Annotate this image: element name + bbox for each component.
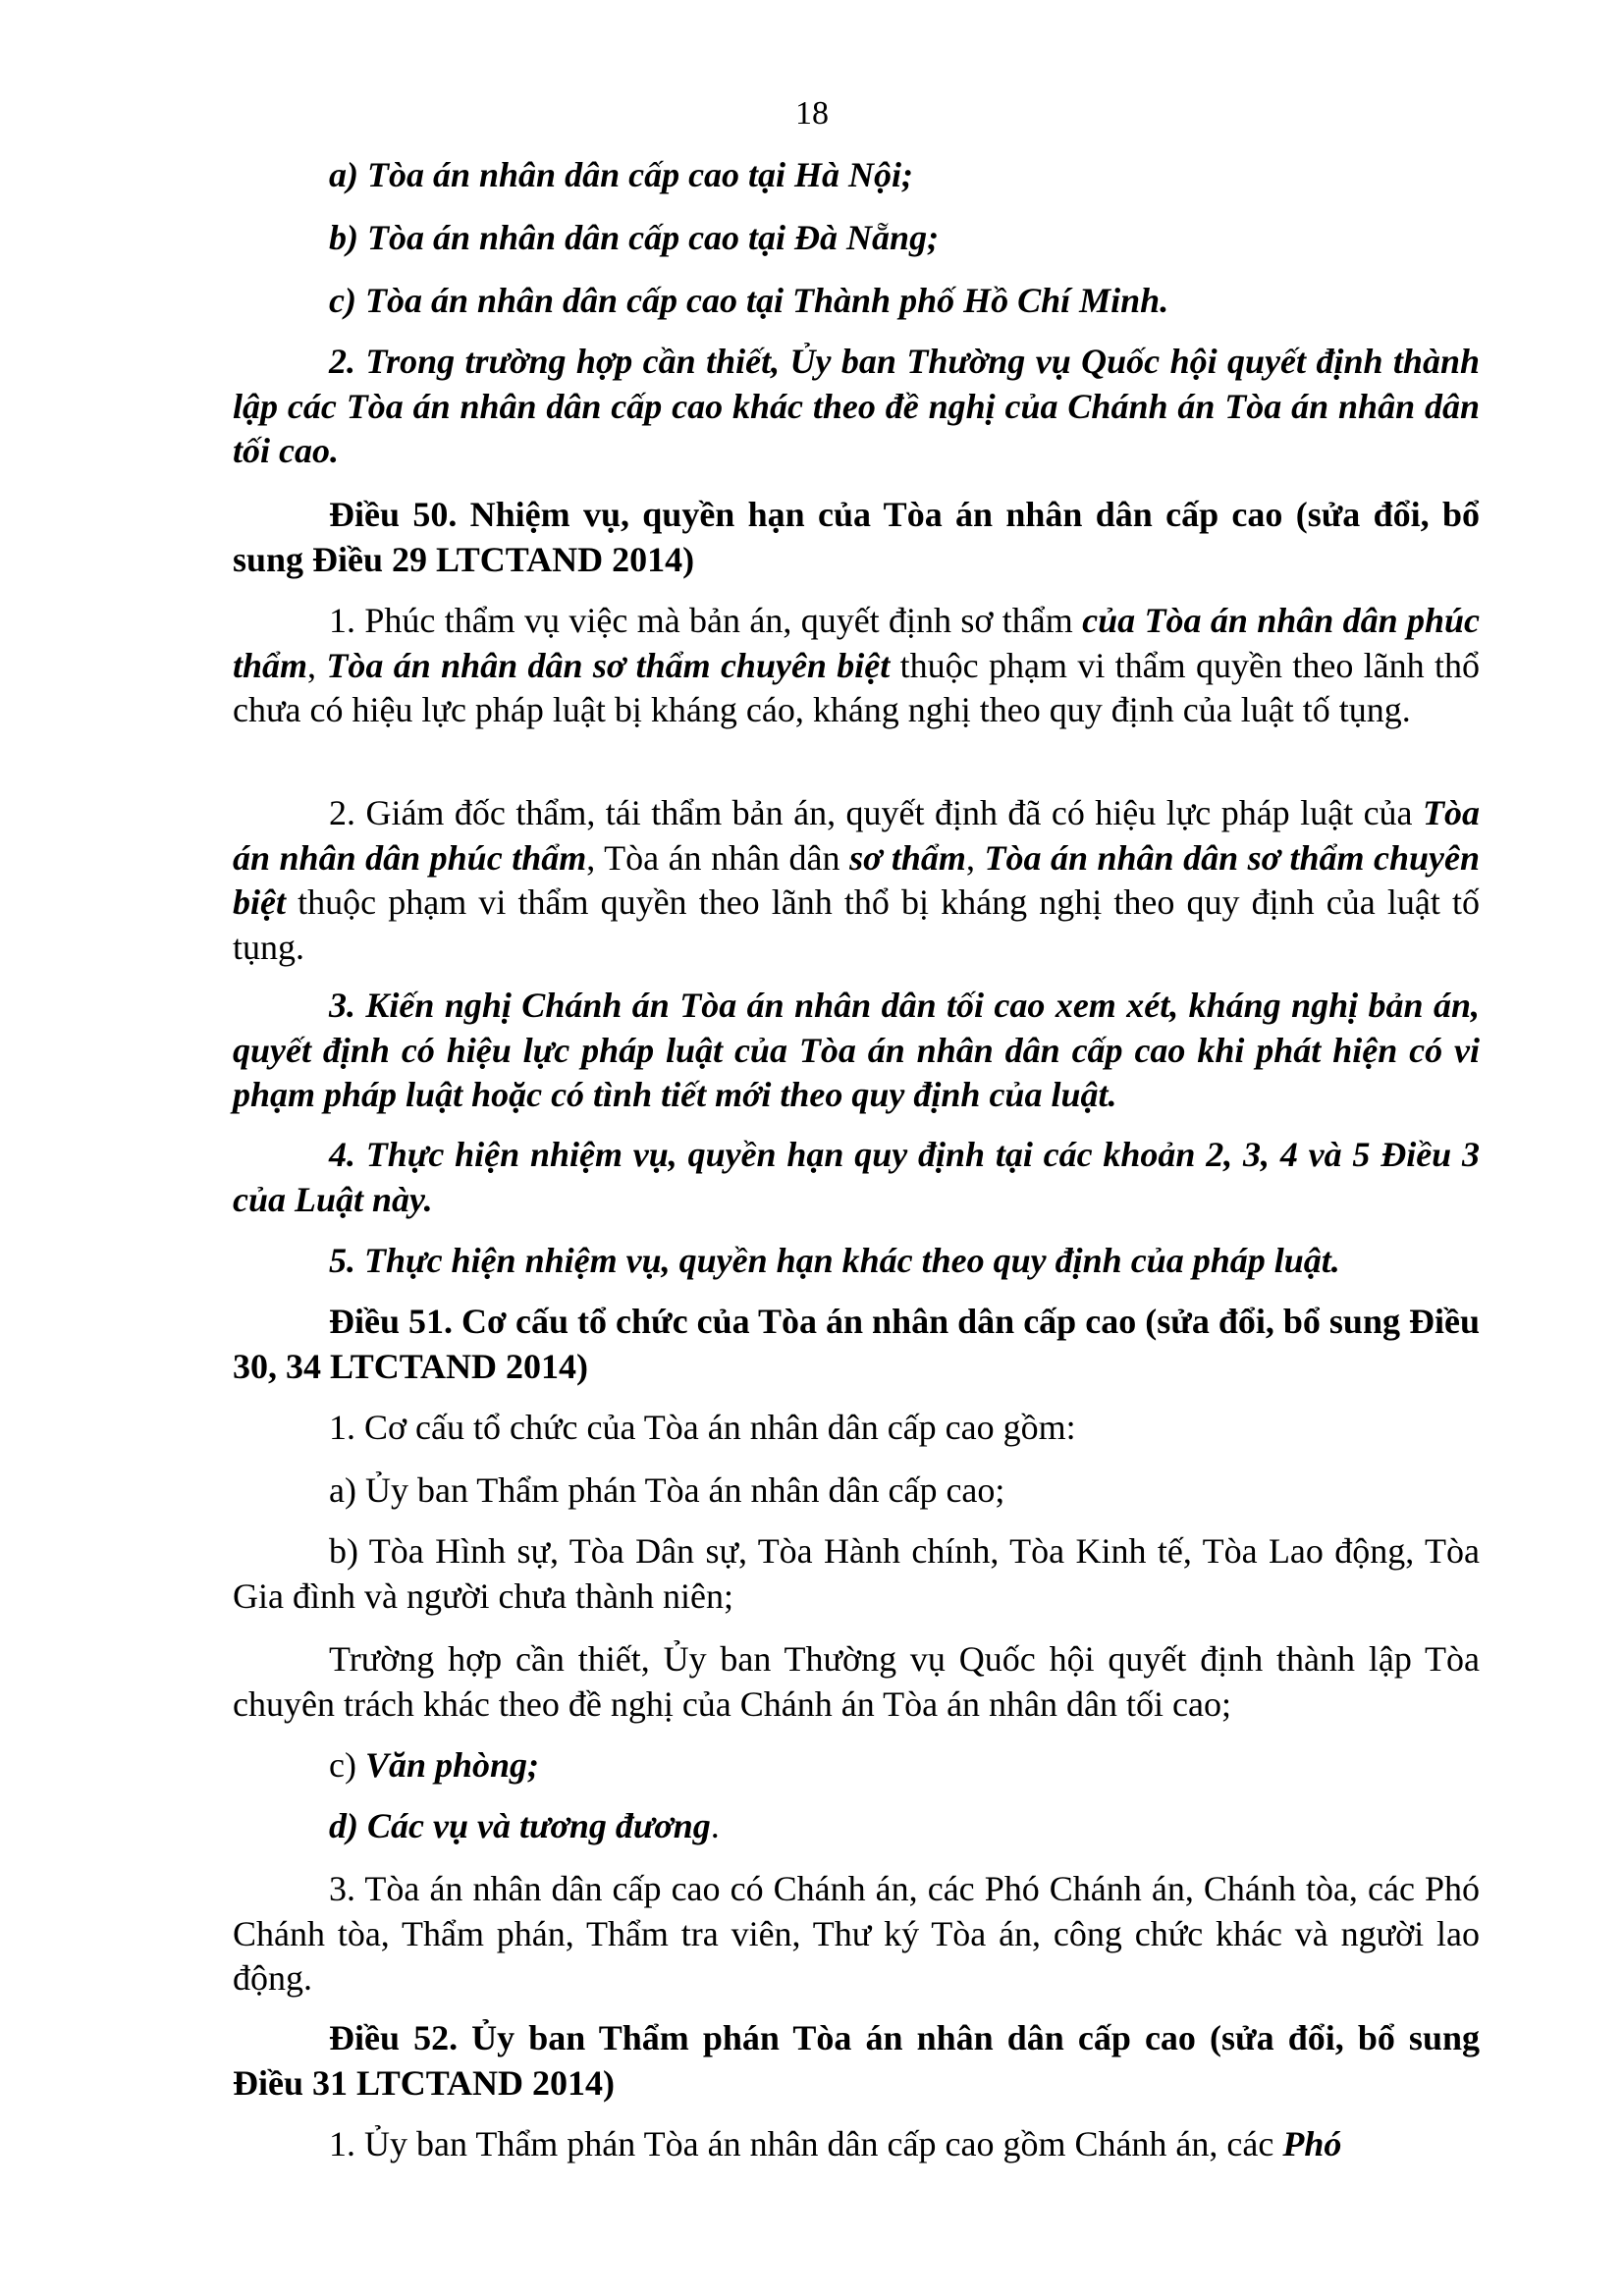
article-heading: [233, 2016, 1480, 2106]
text-run: c) Tòa án nhân dân cấp cao tại Thành phố Hồ Chí Minh.: [329, 281, 1169, 320]
text-run: a) Tòa án nhân dân cấp cao tại Hà Nội;: [329, 155, 914, 194]
text-run: 3. Tòa án nhân dân cấp cao có Chánh án, các Phó Chánh án, Chánh tòa, các Phó Chánh tòa, Thẩm phán, Thẩm tra viên, Thư ký Tòa án, công chức khác và người lao động.: [233, 1869, 1480, 1998]
text-run: Điều 51. Cơ cấu tổ chức của Tòa án nhân dân cấp cao (sửa đổi, bổ sung Điều 30, 34 LTCTAND 2014): [233, 1302, 1480, 1386]
paragraph: [233, 791, 1480, 970]
paragraph: [233, 1529, 1480, 1619]
text-run: Tòa án nhân dân sơ thẩm chuyên biệt: [233, 837, 1480, 922]
text-run: Trường hợp cần thiết, Ủy ban Thường vụ Quốc hội quyết định thành lập Tòa chuyên trách khác theo đề nghị của Chánh án Tòa án nhân dân tối cao;: [233, 1639, 1480, 1724]
paragraph: [233, 1743, 1480, 1789]
text-run: .: [710, 1806, 720, 1845]
text-run: b) Tòa Hình sự, Tòa Dân sự, Tòa Hành chính, Tòa Kinh tế, Tòa Lao động, Tòa Gia đình và người chưa thành niên;: [233, 1531, 1480, 1616]
article-heading: [233, 1300, 1480, 1389]
text-run: thuộc phạm vi thẩm quyền theo lãnh thổ chưa có hiệu lực pháp luật bị kháng cáo, kháng nghị theo quy định của luật tố tụng.: [233, 645, 1481, 729]
text-run: Phó: [1282, 2124, 1342, 2163]
text-run: 3. Kiến nghị Chánh án Tòa án nhân dân tối cao xem xét, kháng nghị bản án, quyết định có hiệu lực pháp luật của Tòa án nhân dân cấp cao khi phát hiện có vi phạm pháp luật hoặc có tình tiết mới theo quy định của luật.: [233, 986, 1480, 1114]
text-run: 5. Thực hiện nhiệm vụ, quyền hạn khác theo quy định của pháp luật.: [329, 1241, 1340, 1280]
text-run: Điều 52. Ủy ban Thẩm phán Tòa án nhân dân cấp cao (sửa đổi, bổ sung Điều 31 LTCTAND 2014): [233, 2018, 1480, 2103]
text-run: , Tòa án nhân dân: [586, 837, 850, 878]
text-run: Tòa án nhân dân phúc thẩm: [233, 793, 1480, 878]
article-heading: [233, 493, 1480, 582]
paragraph: [233, 340, 1480, 474]
text-run: thuộc phạm vi thẩm quyền theo lãnh thổ bị kháng nghị theo quy định của luật tố tụng.: [233, 882, 1480, 967]
text-run: sơ thẩm: [849, 837, 966, 878]
paragraph: [233, 153, 1480, 198]
text-run: ,: [307, 645, 327, 685]
text-run: 4. Thực hiện nhiệm vụ, quyền hạn quy định tại các khoản 2, 3, 4 và 5 Điều 3 của Luật này.: [233, 1135, 1480, 1219]
text-run: Điều 50. Nhiệm vụ, quyền hạn của Tòa án nhân dân cấp cao (sửa đổi, bổ sung Điều 29 LTCTAND 2014): [233, 495, 1480, 579]
text-run: Tòa án nhân dân sơ thẩm chuyên biệt: [326, 645, 891, 685]
paragraph: [233, 1406, 1480, 1451]
paragraph: [233, 1804, 1480, 1849]
paragraph: [233, 984, 1480, 1118]
paragraph: [233, 2122, 1480, 2167]
text-run: b) Tòa án nhân dân cấp cao tại Đà Nẵng;: [329, 218, 940, 257]
paragraph: [233, 279, 1480, 324]
text-run: a) Ủy ban Thẩm phán Tòa án nhân dân cấp cao;: [329, 1470, 1005, 1510]
text-run: của Tòa án nhân dân phúc thẩm: [233, 601, 1481, 685]
text-run: d) Các vụ và tương đương: [329, 1806, 711, 1845]
text-run: 1. Ủy ban Thẩm phán Tòa án nhân dân cấp cao gồm Chánh án, các: [329, 2124, 1283, 2163]
text-run: c): [329, 1745, 365, 1785]
text-run: 2. Trong trường hợp cần thiết, Ủy ban Thường vụ Quốc hội quyết định thành lập các Tòa án nhân dân cấp cao khác theo đề nghị của Chánh án Tòa án nhân dân tối cao.: [233, 342, 1480, 470]
paragraph: [233, 1637, 1480, 1727]
paragraph: [233, 1468, 1480, 1514]
text-run: 1. Phúc thẩm vụ việc mà bản án, quyết định sơ thẩm: [329, 601, 1083, 640]
text-run: 2. Giám đốc thẩm, tái thẩm bản án, quyết định đã có hiệu lực pháp luật của: [329, 793, 1423, 832]
paragraph: [233, 216, 1480, 261]
page-number: 18: [795, 95, 829, 132]
text-run: 1. Cơ cấu tổ chức của Tòa án nhân dân cấp cao gồm:: [329, 1408, 1076, 1447]
paragraph: [233, 1133, 1480, 1222]
paragraph: [233, 1239, 1480, 1284]
text-run: Văn phòng;: [364, 1745, 540, 1785]
paragraph: [233, 1867, 1480, 2002]
paragraph: [233, 599, 1480, 733]
text-run: ,: [965, 837, 985, 878]
